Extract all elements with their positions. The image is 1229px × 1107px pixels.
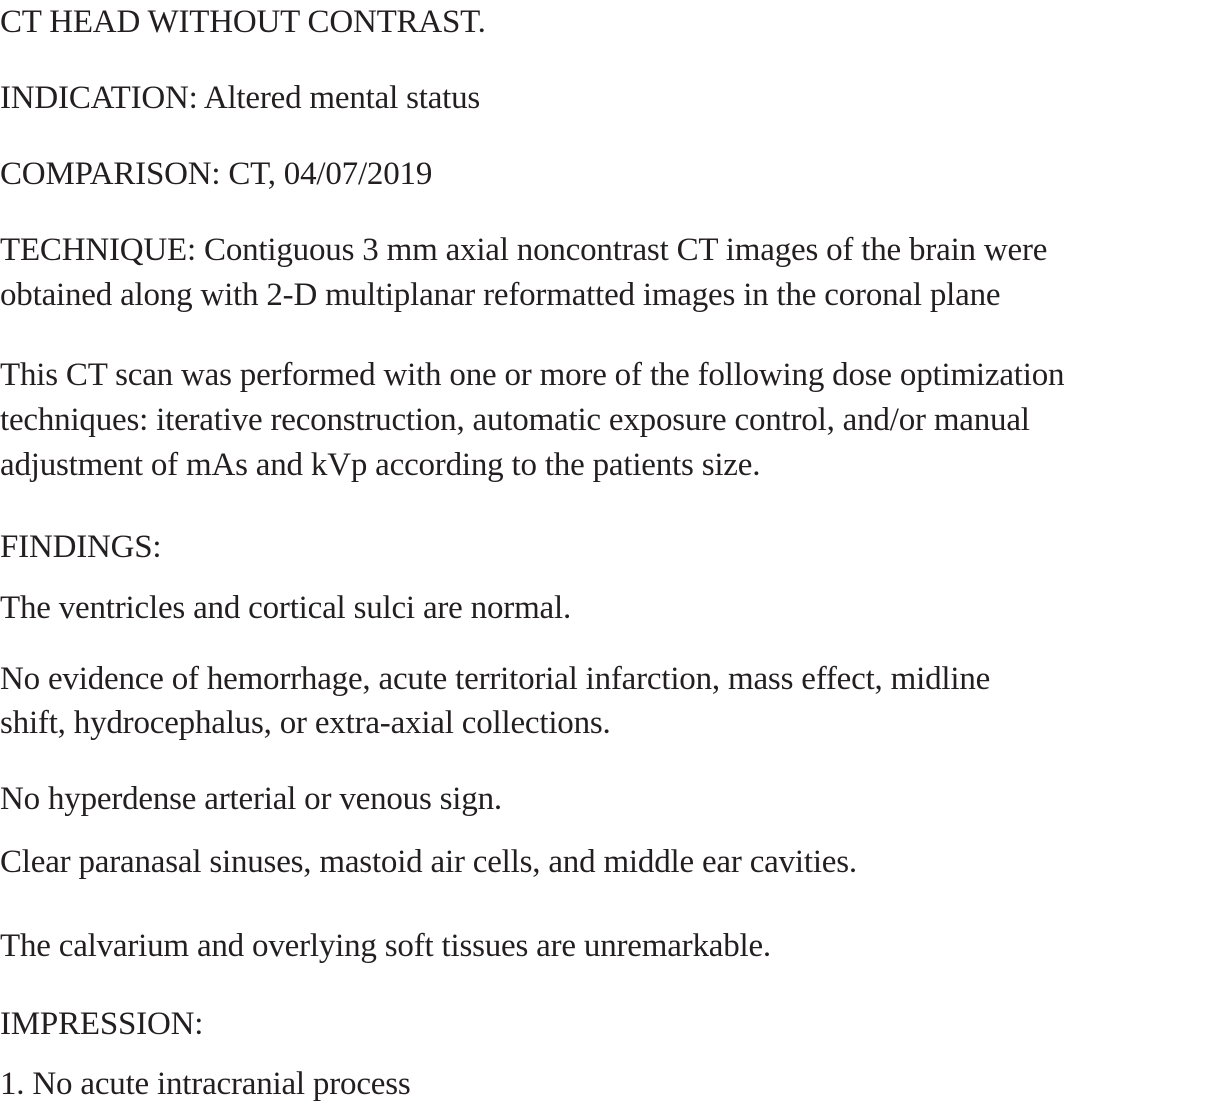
report-title: CT HEAD WITHOUT CONTRAST. (0, 4, 486, 40)
finding-no-hemorrhage-line-2: shift, hydrocephalus, or extra-axial collections. (0, 705, 611, 741)
findings-heading: FINDINGS: (0, 529, 162, 565)
technique-line-1: TECHNIQUE: Contiguous 3 mm axial noncontrast CT images of the brain were (0, 232, 1048, 268)
impression-item-1: 1. No acute intracranial process (0, 1066, 411, 1102)
finding-calvarium: The calvarium and overlying soft tissues are unremarkable. (0, 928, 771, 964)
impression-heading: IMPRESSION: (0, 1006, 204, 1042)
technique-line-2: obtained along with 2-D multiplanar reformatted images in the coronal plane (0, 277, 1001, 313)
finding-no-hyperdense-sign: No hyperdense arterial or venous sign. (0, 781, 502, 817)
dose-statement-line-1: This CT scan was performed with one or more of the following dose optimization (0, 357, 1065, 393)
finding-ventricles: The ventricles and cortical sulci are normal. (0, 590, 571, 626)
dose-statement-line-3: adjustment of mAs and kVp according to the patients size. (0, 447, 761, 483)
indication-line: INDICATION: Altered mental status (0, 80, 481, 116)
comparison-line: COMPARISON: CT, 04/07/2019 (0, 156, 433, 192)
dose-statement-line-2: techniques: iterative reconstruction, automatic exposure control, and/or manual (0, 402, 1030, 438)
finding-no-hemorrhage-line-1: No evidence of hemorrhage, acute territorial infarction, mass effect, midline (0, 661, 991, 697)
finding-sinuses: Clear paranasal sinuses, mastoid air cells, and middle ear cavities. (0, 844, 857, 880)
